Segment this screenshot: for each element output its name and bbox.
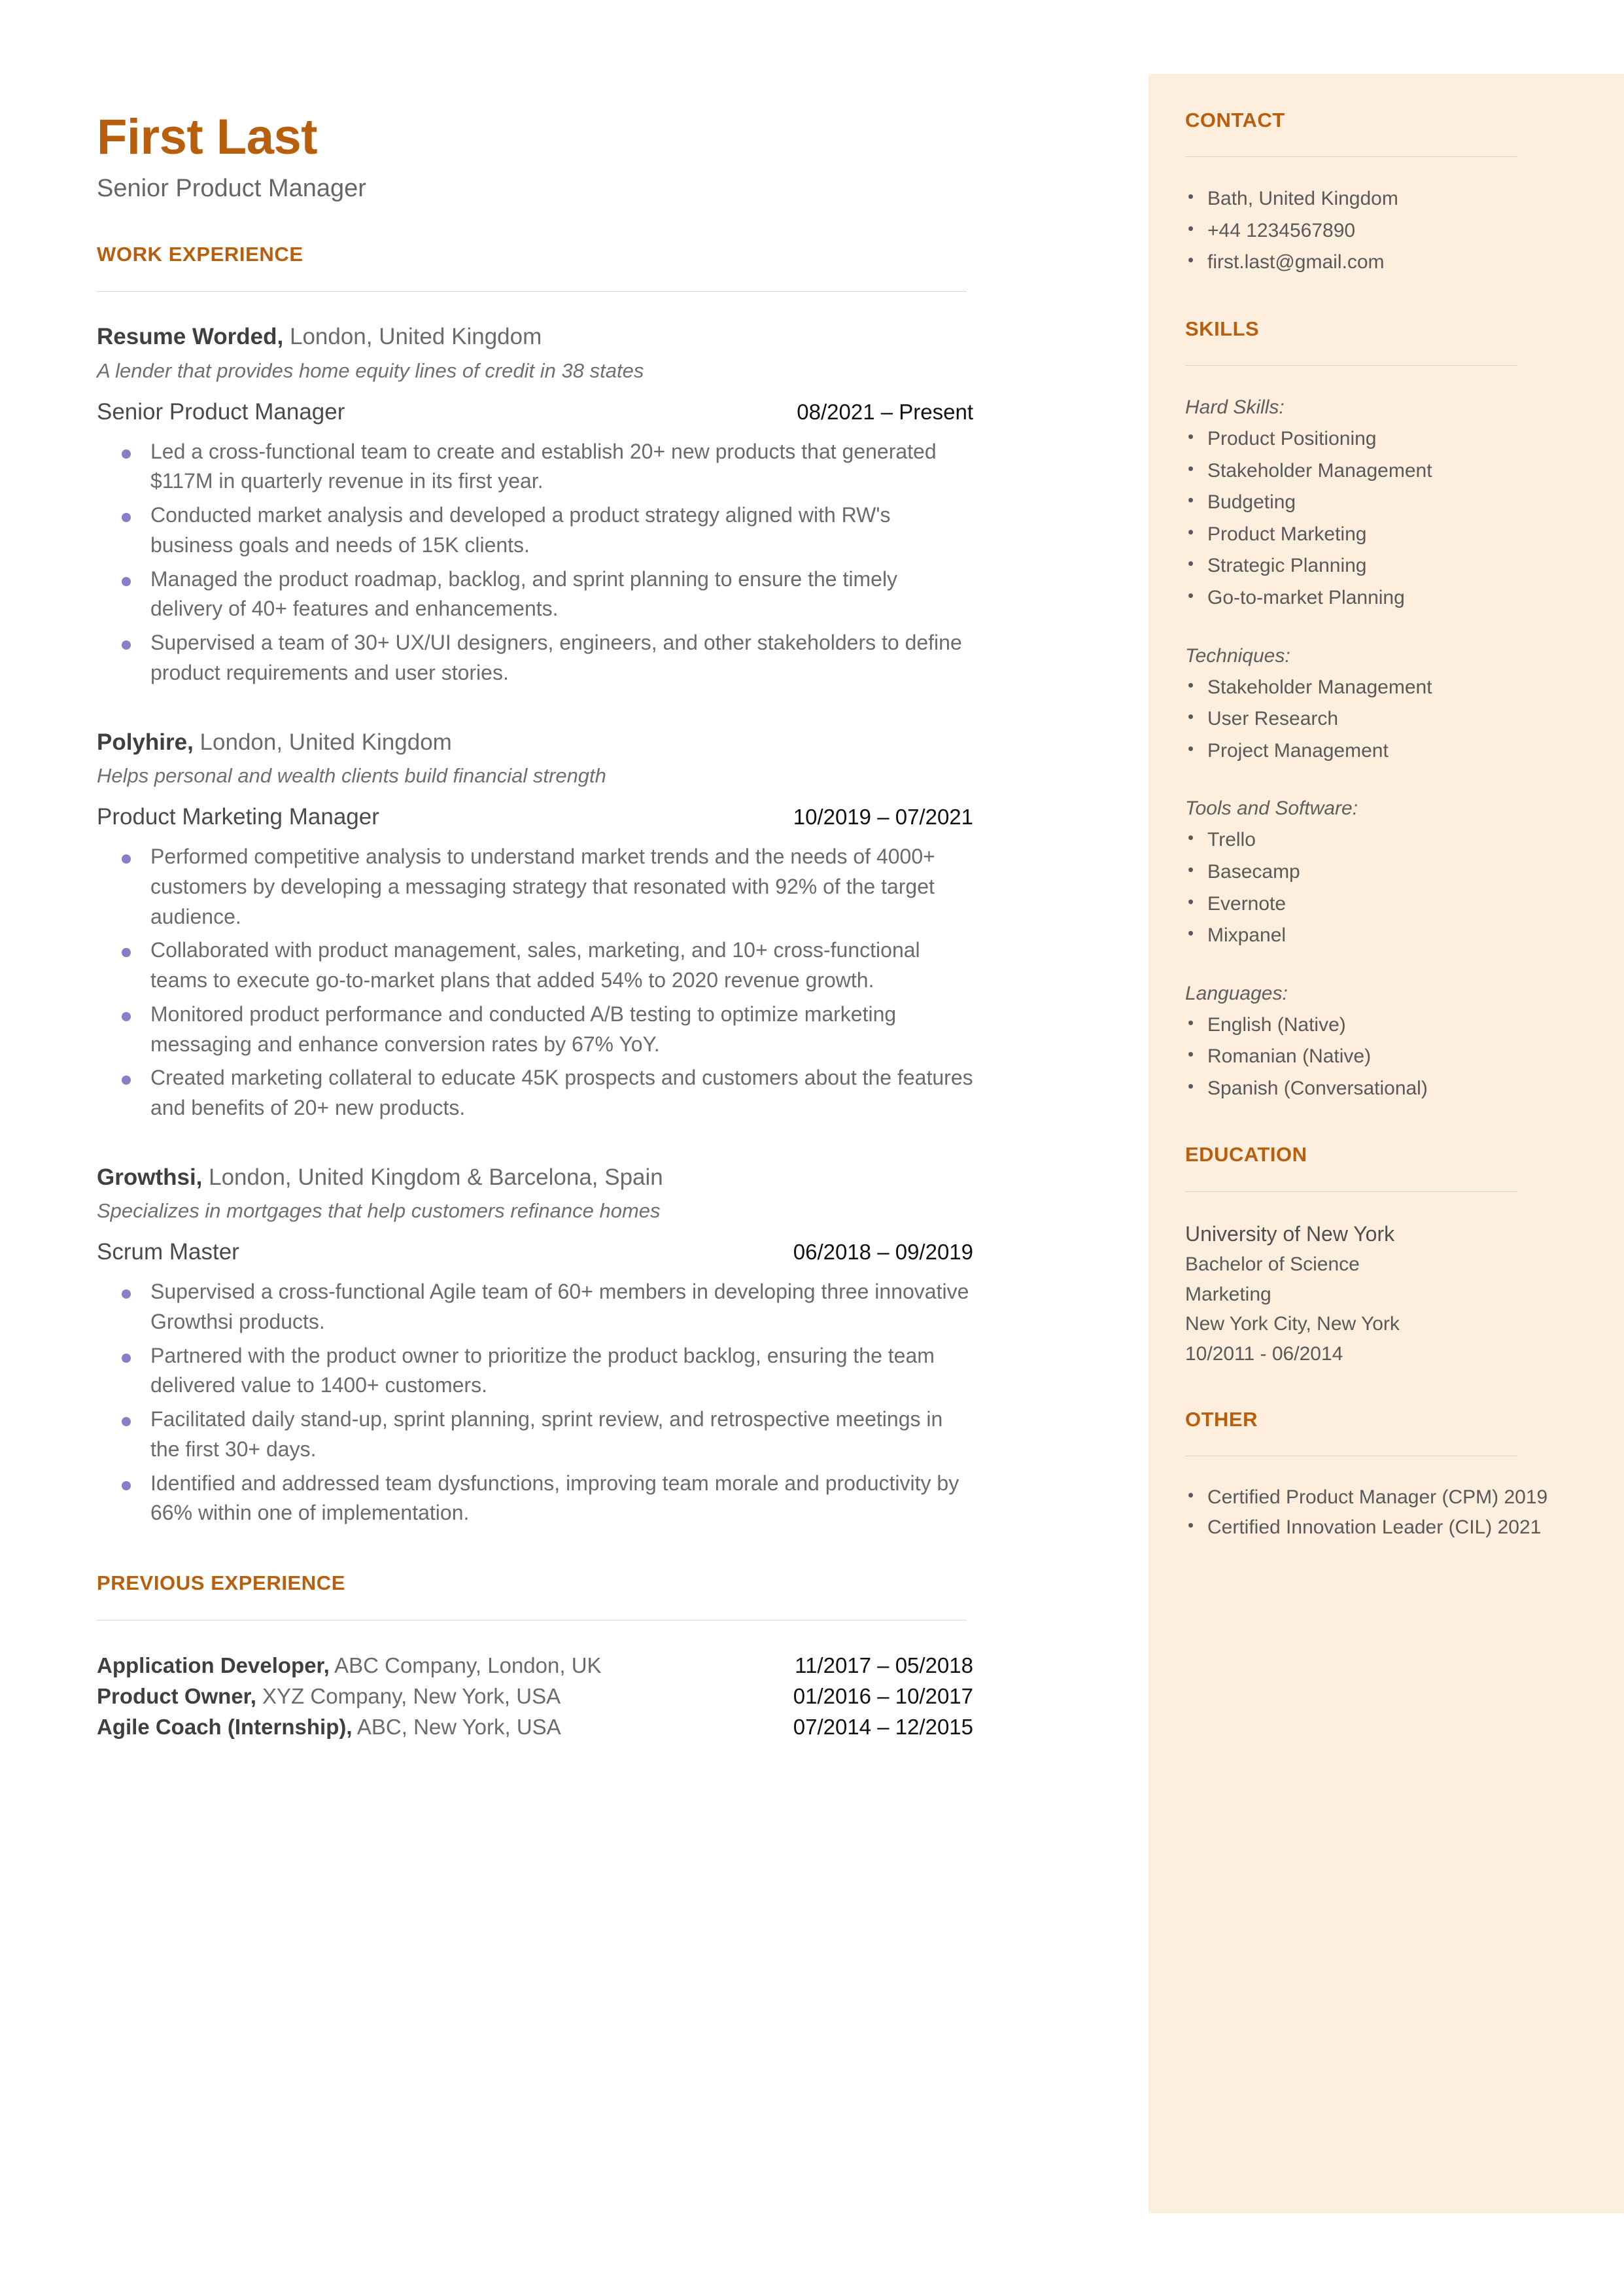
job-entry [97, 322, 973, 688]
education-school: University of New York [1185, 1221, 1395, 1246]
skill-item: • Trello [1185, 824, 1558, 856]
previous-role-line [97, 1712, 561, 1743]
previous-role-dates: 07/2014 – 12/2015 [793, 1714, 973, 1739]
skills-group-label-hard-skills: Hard Skills: [1185, 396, 1285, 418]
previous-role-dates: 01/2016 – 10/2017 [793, 1684, 973, 1709]
sidebar-heading-other: OTHER [1185, 1407, 1258, 1431]
skill-item: • Basecamp [1185, 856, 1558, 888]
job-company-location: London, United Kingdom [193, 729, 452, 755]
sidebar-heading-contact: CONTACT [1185, 109, 1285, 131]
previous-role-line [97, 1651, 602, 1681]
contact-item-phone: • +44 1234567890 [1185, 215, 1558, 247]
skills-group-label-techniques: Techniques: [1185, 644, 1290, 667]
job-role-row [97, 804, 973, 830]
skill-item: • Romanian (Native) [1185, 1041, 1558, 1073]
sidebar-heading-education: EDUCATION [1185, 1143, 1307, 1166]
previous-role-detail: ABC, New York, USA [352, 1714, 561, 1739]
previous-role-dates: 11/2017 – 05/2018 [795, 1653, 973, 1678]
section-heading-previous-experience: PREVIOUS EXPERIENCE [97, 1571, 346, 1595]
previous-role-detail: XYZ Company, New York, USA [256, 1684, 561, 1709]
job-company-description: A lender that provides home equity lines of credit in 38 states [97, 359, 644, 382]
job-company-line [97, 1163, 973, 1193]
education-degree: Bachelor of Science [1185, 1253, 1360, 1276]
job-bullet: Supervised a cross-functional Agile team of 60+ members in developing three innovative Growthsi products. [97, 1277, 973, 1337]
skill-item: • User Research [1185, 703, 1558, 735]
skills-group-label-languages: Languages: [1185, 982, 1288, 1004]
skills-group-label-tools-and-software: Tools and Software: [1185, 797, 1358, 820]
skills-group-techniques [1185, 672, 1558, 767]
skill-item: • Spanish (Conversational) [1185, 1073, 1558, 1105]
job-bullet: Identified and addressed team dysfunctions, improving team morale and productivity by 66% within one of implementation. [97, 1469, 973, 1529]
skill-item: • Project Management [1185, 735, 1558, 767]
skills-group-tools-and-software [1185, 824, 1558, 951]
contact-item-location: • Bath, United Kingdom [1185, 183, 1558, 215]
job-role-title: Senior Product Manager [97, 398, 345, 425]
job-bullet: Monitored product performance and conducted A/B testing to optimize marketing messaging and enhance conversion rates by 67% YoY. [97, 1000, 973, 1060]
previous-role-detail: ABC Company, London, UK [329, 1653, 602, 1678]
education-field: Marketing [1185, 1283, 1271, 1305]
job-company-description: Specializes in mortgages that help customers refinance homes [97, 1199, 661, 1223]
sidebar-heading-skills: SKILLS [1185, 317, 1260, 340]
skills-group-hard-skills [1185, 423, 1558, 614]
job-company-name: Polyhire, [97, 729, 194, 755]
job-dates: 06/2018 – 09/2019 [793, 1240, 973, 1265]
previous-role-title: Agile Coach (Internship), [97, 1714, 353, 1739]
other-item: • Certified Innovation Leader (CIL) 2021 [1185, 1513, 1558, 1543]
job-bullet-list [97, 1277, 973, 1528]
job-company-description: Helps personal and wealth clients build financial strength [97, 764, 606, 788]
sidebar-content [1185, 74, 1558, 1543]
skill-item: • English (Native) [1185, 1009, 1558, 1042]
job-bullet: Performed competitive analysis to understand market trends and the needs of 4000+ customers by developing a messaging strategy that resonated with 92% of the target audience. [97, 842, 973, 932]
job-bullet: Created marketing collateral to educate 45K prospects and customers about the features and benefits of 20+ new products. [97, 1063, 973, 1123]
education-location: New York City, New York [1185, 1313, 1400, 1335]
skill-item: • Budgeting [1185, 487, 1558, 519]
job-company-name: Resume Worded, [97, 324, 284, 350]
contact-item-email: • first.last@gmail.com [1185, 247, 1558, 279]
section-heading-work-experience: WORK EXPERIENCE [97, 243, 303, 266]
previous-experience-row [97, 1651, 973, 1681]
job-role-row [97, 1239, 973, 1265]
skill-item: • Mixpanel [1185, 920, 1558, 952]
skill-item: • Product Marketing [1185, 519, 1558, 551]
job-bullet: Managed the product roadmap, backlog, and sprint planning to ensure the timely delivery of 40+ features and enhancements. [97, 565, 973, 625]
education-dates: 10/2011 - 06/2014 [1185, 1342, 1343, 1365]
job-company-location: London, United Kingdom & Barcelona, Spain [202, 1164, 663, 1190]
previous-role-line [97, 1681, 561, 1712]
job-bullet-list [97, 842, 973, 1123]
previous-role-title: Application Developer, [97, 1653, 330, 1678]
job-dates: 10/2019 – 07/2021 [793, 805, 973, 830]
job-company-name: Growthsi, [97, 1164, 203, 1190]
job-role-row [97, 399, 973, 425]
job-bullet: Partnered with the product owner to prioritize the product backlog, ensuring the team delivered value to 1400+ customers. [97, 1341, 973, 1401]
job-bullet: Collaborated with product management, sales, marketing, and 10+ cross-functional teams to execute go-to-market plans that added 54% to 2020 revenue growth. [97, 936, 973, 996]
job-role-title: Product Marketing Manager [97, 804, 379, 830]
skill-item: • Strategic Planning [1185, 550, 1558, 582]
job-bullet: Facilitated daily stand-up, sprint planning, sprint review, and retrospective meetings in the first 30+ days. [97, 1405, 973, 1465]
job-entry [97, 727, 973, 1123]
job-bullet: Supervised a team of 30+ UX/UI designers, engineers, and other stakeholders to define product requirements and user stories. [97, 628, 973, 688]
contact-list [1185, 183, 1558, 279]
previous-experience-list [97, 1651, 973, 1743]
job-entry [97, 1163, 973, 1528]
job-dates: 08/2021 – Present [797, 399, 973, 424]
previous-experience-row [97, 1681, 973, 1712]
job-company-line [97, 322, 973, 352]
skill-item: • Evernote [1185, 888, 1558, 920]
job-bullet: Led a cross-functional team to create and establish 20+ new products that generated $117M in quarterly revenue in its first year. [97, 437, 973, 497]
sidebar [1149, 74, 1624, 2213]
previous-experience-row [97, 1712, 973, 1743]
page-title: First Last [97, 109, 318, 165]
skills-group-languages [1185, 1009, 1558, 1105]
skill-item: • Stakeholder Management [1185, 455, 1558, 487]
skill-item: • Product Positioning [1185, 423, 1558, 455]
job-company-location: London, United Kingdom [283, 324, 542, 350]
previous-role-title: Product Owner, [97, 1684, 256, 1709]
main-content [97, 111, 973, 1743]
job-role-title: Scrum Master [97, 1239, 239, 1265]
header-subtitle: Senior Product Manager [97, 174, 366, 202]
other-list [1185, 1482, 1558, 1543]
job-company-line [97, 727, 973, 758]
other-item: • Certified Product Manager (CPM) 2019 [1185, 1482, 1558, 1513]
skill-item: • Go-to-market Planning [1185, 582, 1558, 614]
job-bullet-list [97, 437, 973, 688]
job-bullet: Conducted market analysis and developed a product strategy aligned with RW's business goals and needs of 15K clients. [97, 500, 973, 561]
skill-item: • Stakeholder Management [1185, 672, 1558, 704]
